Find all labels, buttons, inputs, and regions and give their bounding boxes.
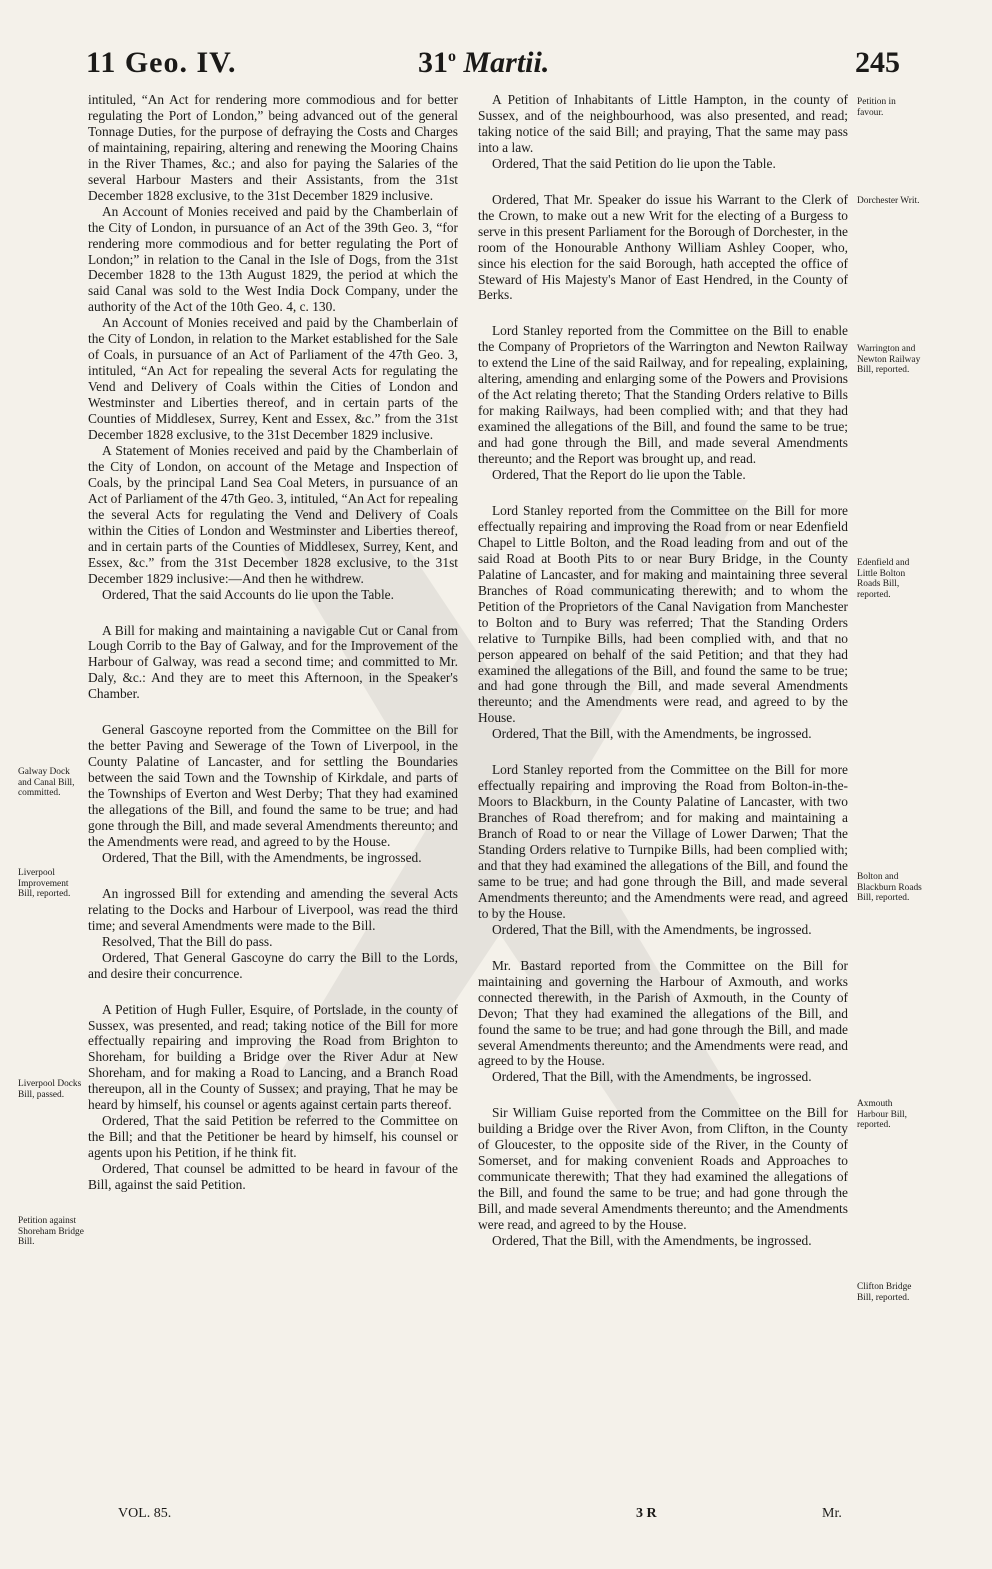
margin-note-galway: Galway Dock and Canal Bill, committed. [18, 767, 75, 799]
margin-note-petition-against: Petition against Shoreham Bridge Bill. [18, 1216, 84, 1248]
paragraph: Ordered, That the Report do lie upon the Table. [492, 467, 746, 483]
paragraph: A Statement of Monies received and paid by the Chamberlain of the City of London, on account of the Metage and Inspection of Coals, by the principal Land Sea Coal Meters, in pursuance of an Act of Parliament of the 47th Geo. 3, intituled, “An Act for repealing the several Acts for regulating the Vend and Delivery of Coals within the Cities of London and Westminster and Liberties thereof, and in certain parts of the Counties of Middlesex, Surrey, Kent, and Essex, &c.” from the 31st December 1828 exclusive, to the 31st December 1829 inclusive:—And then he withdrew. [88, 442, 459, 586]
margin-note-warrington: Warrington and Newton Railway Bill, reported. [857, 344, 921, 376]
paragraph: Lord Stanley reported from the Committee on the Bill for more effectually repairing and improving the Road from or near Edenfield Chapel to Little Bolton, and the Road leading from and out of the said Road at Booth Pits to or near Bury Bridge, in the County Palatine of Lancaster, and for making and maintaining three several Branches of Road communicating therewith; and to whom the Petition of the Proprietors of the Canal Navigation from Manchester to Bolton and to Bury was referred; That the Standing Orders relative to Turnpike Bills, had been complied with, and that no person appeared on behalf of the said Petition; and that they had examined the allegations of the Bill, and found the same to be true; and had gone through the Bill, and made several Amendments thereunto; and the Amendments were read, and agreed to by the House. [478, 502, 848, 726]
paragraph: Lord Stanley reported from the Committee on the Bill to enable the Company of Proprietors of the Warrington and Newton Railway to extend the Line of the said Railway, and for repealing, explaining, altering, amending and enlarging some of the Powers and Provisions of the Act relating thereto; That the Standing Orders relative to Bills for making Railways, had been complied with; and that they had examined the allegations of the Bill, and found the same to be true; and had gone through the Bill, and made several Amendments thereunto; and the Report was brought up, and read. [478, 323, 848, 467]
margin-note-axmouth: Axmouth Harbour Bill, reported. [857, 1099, 907, 1131]
paragraph: Ordered, That the Bill, with the Amendments, be ingrossed. [492, 921, 812, 937]
date-day: 31 [418, 46, 448, 79]
paragraph: An ingrossed Bill for extending and amending the several Acts relating to the Docks and Harbour of Liverpool, was read the third time; and several Amendments were made to the Bill. [88, 885, 458, 933]
paragraph: Ordered, That the said Petition be referred to the Committee on the Bill; and that the Petitioner be heard by himself, his counsel or agents upon his Petition, if he think fit. [88, 1113, 458, 1161]
paragraph: intituled, “An Act for rendering more commodious and for better regulating the Port of London,” being advanced out of the general Tonnage Duties, for the purpose of defraying the Costs and Charges of maintaining, repairing, altering and renewing the Mooring Chains in the River Thames, &c.; and also for paying the Salaries of the several Harbour Masters and their Assistants, from the 31st December 1828 exclusive, to the 31st December 1829 inclusive. [88, 92, 458, 203]
paragraph: Resolved, That the Bill do pass. [102, 933, 273, 949]
paragraph: A Bill for making and maintaining a navigable Cut or Canal from Lough Corrib to the Bay of Galway, and for the Improvement of the Harbour of Galway, was read a second time; and committed to Mr. Daly, &c.: And they are to meet this Afternoon, in the Speaker's Chamber. [88, 622, 458, 702]
paragraph: Mr. Bastard reported from the Committee on the Bill for maintaining and governing the Harbour of Axmouth, and works connected therewith, in the Parish of Axmouth, in the County of Devon; That they had examined the allegations of the Bill, and found the same to be true; and had gone through the Bill, and made several Amendments thereunto; and the Amendments were read, and agreed to by the House. [478, 957, 848, 1069]
paragraph: Ordered, That Mr. Speaker do issue his Warrant to the Clerk of the Crown, to make out a new Writ for the electing of a Burgess to serve in this present Parliament for the Borough of Dorchester, in the room of the Honourable Anthony William Ashley Cooper, who, since his election for the said Borough, hath accepted the office of Steward of His Majesty's Manor of East Hendred, in the County of Berks. [478, 191, 848, 303]
paragraph: A Petition of Hugh Fuller, Esquire, of Portslade, in the county of Sussex, was presented, and read; taking notice of the Bill for more effectually repairing and improving the Road from Brighton to Shoreham, for building a Bridge over the River Adur at New Shoreham, and for making a Road to Lancing, and a Branch Road thereupon, all in the County of Sussex; and praying, That he may be heard by himself, his counsel or agents against certain parts thereof. [88, 1001, 458, 1113]
paragraph: General Gascoyne reported from the Committee on the Bill for the better Paving and Sewerage of the Town of Liverpool, in the County Palatine of Lancaster, and for settling the Boundaries between the said Town and the Township of Kirkdale, and parts of the Townships of Everton and West Derby; That they had examined the allegations of the Bill, and found the same to be true; and had gone through the Bill, and made several Amendments thereunto; and the Amendments were read, and agreed to by the House. [88, 722, 458, 849]
margin-note-liverpool-docks: Liverpool Docks Bill, passed. [18, 1079, 82, 1100]
paragraph: Sir William Guise reported from the Committee on the Bill for building a Bridge over the River Avon, from Clifton, in the County of Gloucester, to the opposite side of the River, in the County of Somerset, and for making convenient Roads and Approaches to communicate therewith; That they had examined the allegations of the Bill, and found the same to be true; and had gone through the Bill, and made several Amendments thereunto; and the Amendments were read, and agreed to by the House. [478, 1105, 848, 1233]
margin-note-dorchester: Dorchester Writ. [857, 196, 920, 206]
margin-note-bolton: Bolton and Blackburn Roads Bill, reported. [857, 872, 922, 904]
page-number: 245 [855, 46, 900, 79]
paragraph: Ordered, That the Bill, with the Amendments, be ingrossed. [492, 1069, 812, 1085]
catchword: Mr. [822, 1506, 842, 1521]
date-sup: o [448, 48, 456, 65]
paragraph: Ordered, That the said Petition do lie upon the Table. [492, 155, 776, 171]
paragraph: An Account of Monies received and paid by the Chamberlain of the City of London, in pursuance of an Act of the 39th Geo. 3, “for rendering more commodious and for better regulating the Port of London;” in relation to the Canal in the Isle of Dogs, from the 31st December 1828 to the 13th August 1829, the period at which the said Canal was sold to the West India Dock Company, under the authority of the Act of the 10th Geo. 4, c. 130. [88, 203, 458, 315]
regnal-year: 11 Geo. IV. [86, 46, 237, 79]
left-column [88, 92, 458, 1193]
signature-mark: 3 R [636, 1506, 657, 1521]
paragraph: A Petition of Inhabitants of Little Hampton, in the county of Sussex, and of the neighbourhood, was also presented, and read; taking notice of the said Bill; and praying, That the same may pass into a law. [478, 92, 848, 155]
paragraph: Ordered, That the Bill, with the Amendments, be ingrossed. [492, 726, 812, 742]
paragraph: Ordered, That the Bill, with the Amendments, be ingrossed. [102, 849, 422, 865]
paragraph: Ordered, That the said Accounts do lie upon the Table. [102, 586, 394, 602]
margin-note-petition-favour: Petition in favour. [857, 97, 896, 118]
date-heading [418, 46, 549, 80]
volume-label: VOL. 85. [118, 1506, 172, 1521]
margin-note-edenfield: Edenfield and Little Bolton Roads Bill, reported. [857, 558, 910, 600]
margin-note-liverpool-improvement: Liverpool Improvement Bill, reported. [18, 868, 71, 900]
margin-note-clifton: Clifton Bridge Bill, reported. [857, 1282, 912, 1303]
date-month: Martii. [463, 46, 550, 79]
paragraph: Lord Stanley reported from the Committee on the Bill for more effectually repairing and improving the Road from Bolton-in-the-Moors to Blackburn, in the County Palatine of Lancaster, with two Branches of Road therefrom; and for making and maintaining a Branch of Road to or near the Village of Lower Darwen; That the Standing Orders relative to Turnpike Bills, had been complied with; and that they had examined the allegations of the Bill, and found the same to be true; and had gone through the Bill, and made several Amendments thereunto; and the Amendments were read, and agreed to by the House. [478, 762, 848, 921]
paragraph: An Account of Monies received and paid by the Chamberlain of the City of London, in relation to the Market established for the Sale of Coals, in pursuance of an Act of Parliament of the 47th Geo. 3, intituled, “An Act for repealing the several Acts for regulating the Vend and Delivery of Coals within the Cities of London and Westminster and Liberties thereof, and in certain parts of the Counties of Middlesex, Surrey, Kent and Essex, &c.” from the 31st December 1828 exclusive, to the 31st December 1829 inclusive. [88, 315, 458, 443]
paragraph: Ordered, That counsel be admitted to be heard in favour of the Bill, against the said Petition. [88, 1161, 458, 1193]
paragraph: Ordered, That General Gascoyne do carry the Bill to the Lords, and desire their concurrence. [88, 949, 458, 981]
right-column [478, 92, 848, 1249]
running-header [0, 46, 992, 96]
paragraph: Ordered, That the Bill, with the Amendments, be ingrossed. [492, 1233, 812, 1248]
page-footer [0, 1506, 992, 1536]
